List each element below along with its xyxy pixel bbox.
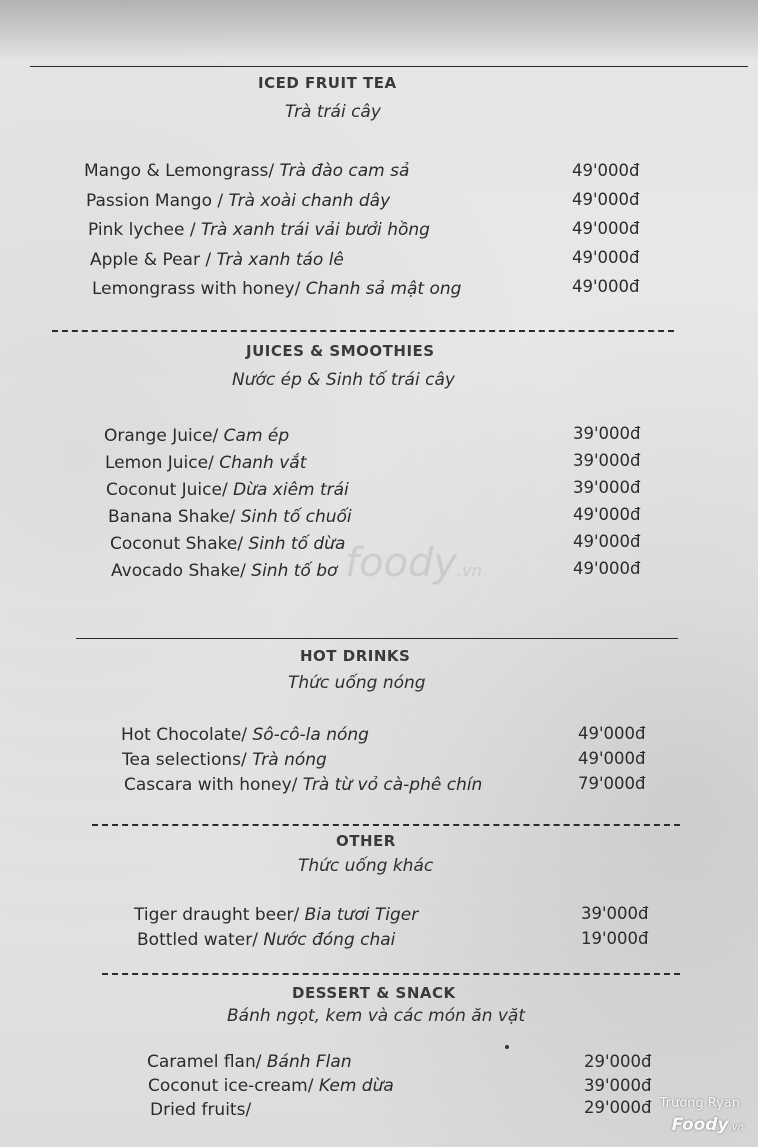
item-name-en: Hot Chocolate/ [121, 725, 253, 745]
item-price: 49'000đ [578, 724, 646, 743]
item-name-vi: Trà xoài chanh dây [228, 191, 391, 211]
item-price: 39'000đ [573, 451, 641, 470]
menu-item [122, 750, 327, 770]
item-name-vi: Chanh vắt [219, 453, 307, 473]
section-subtitle-other: Thức uống khác [298, 856, 434, 876]
section-title-iced-fruit-tea: ICED FRUIT TEA [258, 74, 397, 92]
menu-item [147, 1052, 352, 1072]
item-price: 39'000đ [584, 1076, 652, 1095]
item-name-en: Coconut ice-cream/ [148, 1076, 319, 1096]
item-price: 39'000đ [573, 424, 641, 443]
paper-top-shadow [0, 0, 758, 60]
menu-item [150, 1100, 251, 1120]
menu-item [88, 220, 430, 240]
item-name-en: Tiger draught beer/ [134, 905, 305, 925]
item-name-en: Banana Shake/ [108, 507, 241, 527]
item-name-en: Tea selections/ [122, 750, 253, 770]
divider-section-1 [52, 330, 674, 332]
item-price: 49'000đ [572, 248, 640, 267]
item-name-vi: Sinh tố dừa [248, 534, 346, 554]
watermark-suffix: .vn [457, 561, 482, 580]
item-name-en: Coconut Shake/ [110, 534, 249, 554]
menu-item [84, 161, 409, 181]
item-name-vi: Sinh tố chuối [240, 507, 352, 527]
item-price: 19'000đ [581, 929, 649, 948]
item-price: 49'000đ [572, 190, 640, 209]
menu-item [124, 775, 482, 795]
menu-item [121, 725, 369, 745]
watermark-main: foody [345, 540, 458, 586]
item-price: 49'000đ [573, 532, 641, 551]
item-price: 49'000đ [572, 219, 640, 238]
item-name-vi: Trà nóng [252, 750, 327, 770]
menu-item [90, 250, 344, 270]
item-name-en: Bottled water/ [137, 930, 264, 950]
item-name-en: Caramel flan/ [147, 1052, 267, 1072]
section-subtitle-juices-smoothies: Nước ép & Sinh tố trái cây [232, 370, 455, 390]
item-name-vi: Kem dừa [318, 1076, 394, 1096]
item-name-en: Orange Juice/ [104, 426, 224, 446]
brand-main: Foody [671, 1115, 729, 1135]
item-price: 29'000đ [584, 1052, 652, 1071]
item-name-vi: Trà đào cam sả [279, 161, 410, 181]
item-price: 29'000đ [584, 1098, 652, 1117]
item-name-vi: Chanh sả mật ong [305, 279, 462, 299]
foody-watermark [345, 540, 482, 586]
item-price: 49'000đ [573, 559, 641, 578]
item-price: 49'000đ [578, 749, 646, 768]
item-price: 39'000đ [573, 478, 641, 497]
menu-item [106, 480, 349, 500]
section-title-dessert-snack: DESSERT & SNACK [292, 984, 456, 1002]
item-name-en: Passion Mango / [86, 191, 229, 211]
section-subtitle-dessert-snack: Bánh ngọt, kem và các món ăn vặt [227, 1006, 526, 1026]
item-price: 49'000đ [572, 277, 640, 296]
foody-brand-logo [672, 1115, 744, 1135]
section-title-other: OTHER [336, 832, 396, 850]
divider-section-3 [92, 824, 680, 826]
item-name-en: Lemongrass with honey/ [92, 279, 306, 299]
item-name-en: Mango & Lemongrass/ [84, 161, 280, 181]
section-subtitle-hot-drinks: Thức uống nóng [288, 673, 426, 693]
divider-section-4 [102, 973, 680, 975]
menu-item [134, 905, 418, 925]
item-name-en: Cascara with honey/ [124, 775, 303, 795]
item-name-vi: Dừa xiêm trái [233, 480, 349, 500]
item-name-vi: Nước đóng chai [263, 930, 396, 950]
item-price: 49'000đ [573, 505, 641, 524]
item-name-vi: Cam ép [223, 426, 290, 446]
item-name-en: Apple & Pear / [90, 250, 217, 270]
menu-item [108, 507, 352, 527]
divider-top [30, 66, 748, 67]
item-name-en: Pink lychee / [88, 220, 201, 240]
item-name-vi: Sô-cô-la nóng [252, 725, 369, 745]
item-name-en: Lemon Juice/ [105, 453, 220, 473]
menu-item [137, 930, 395, 950]
item-price: 49'000đ [572, 161, 640, 180]
menu-item [110, 534, 345, 554]
item-name-vi: Bánh Flan [266, 1052, 352, 1072]
item-name-vi: Bia tươi Tiger [304, 905, 419, 925]
item-price: 79'000đ [578, 774, 646, 793]
item-price: 39'000đ [581, 904, 649, 923]
item-name-vi: Trà xanh táo lê [216, 250, 344, 270]
section-title-hot-drinks: HOT DRINKS [300, 647, 411, 665]
brand-suffix: .vn [728, 1122, 744, 1133]
item-name-vi: Sinh tố bơ [251, 561, 338, 581]
ink-dot [505, 1045, 509, 1049]
item-name-en: Coconut Juice/ [106, 480, 234, 500]
menu-item [104, 426, 289, 446]
menu-item [105, 453, 306, 473]
section-title-juices-smoothies: JUICES & SMOOTHIES [246, 342, 435, 360]
section-subtitle-iced-fruit-tea: Trà trái cây [285, 102, 381, 122]
item-name-vi: Trà xanh trái vải bưởi hồng [200, 220, 430, 240]
menu-item [86, 191, 390, 211]
item-name-en: Dried fruits/ [150, 1100, 252, 1120]
item-name-vi: Trà từ vỏ cà-phê chín [302, 775, 483, 795]
item-name-en: Avocado Shake/ [111, 561, 252, 581]
menu-item [92, 279, 461, 299]
menu-item [148, 1076, 394, 1096]
photo-credit: Trương Ryan [659, 1096, 740, 1111]
divider-section-2 [76, 638, 678, 639]
menu-item [111, 561, 337, 581]
